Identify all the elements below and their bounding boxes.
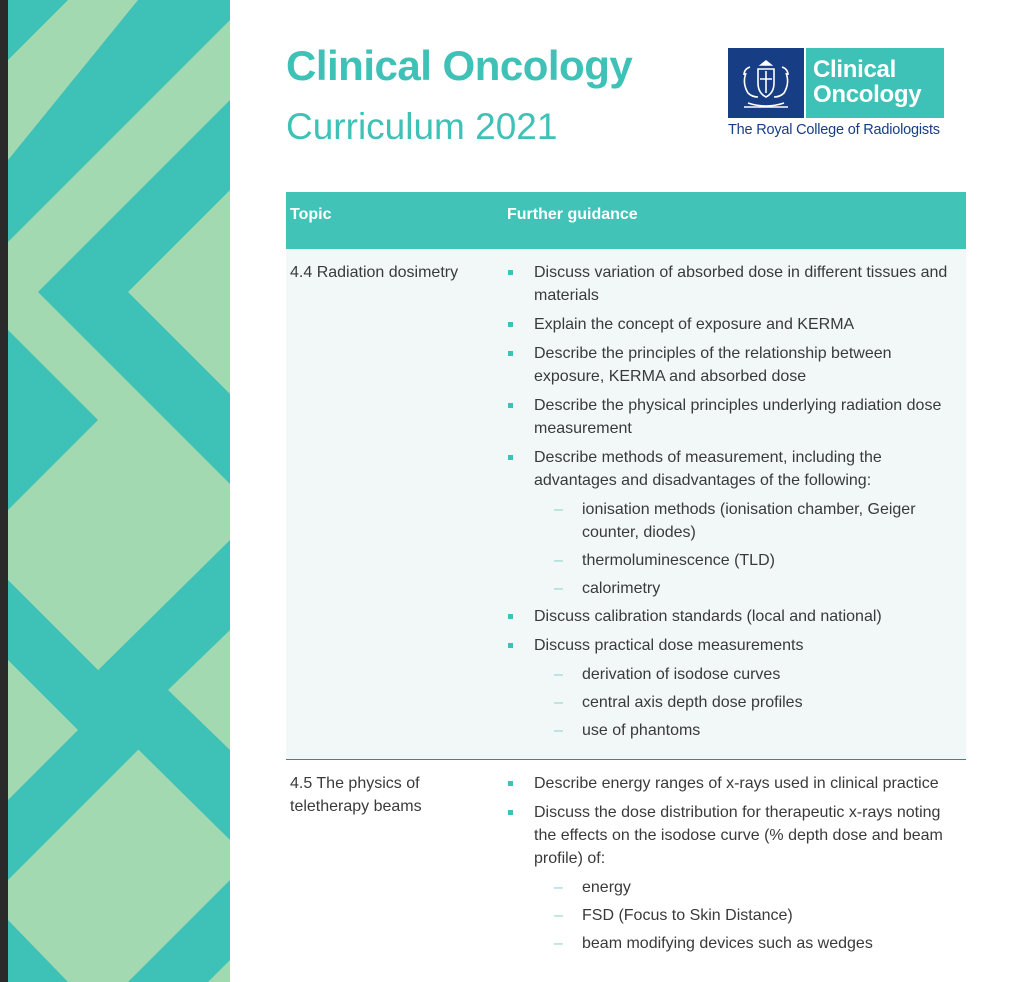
guidance-cell	[506, 249, 966, 759]
sub-list-item: – thermoluminescence (TLD)	[506, 549, 954, 572]
sub-list-item: – calorimetry	[506, 577, 954, 600]
document-title: Clinical Oncology	[286, 42, 633, 89]
table-header	[286, 192, 966, 249]
logo-caption: The Royal College of Radiologists	[728, 122, 940, 138]
list-item: Discuss variation of absorbed dose in different tissues and materials	[506, 261, 954, 307]
list-item: Explain the concept of exposure and KERMA	[506, 313, 954, 336]
sub-list-item: – derivation of isodose curves	[506, 663, 954, 686]
curriculum-table	[286, 192, 966, 972]
sub-list-item: – ionisation methods (ionisation chamber, Geiger counter, diodes)	[506, 498, 954, 544]
logo-line-2: Oncology	[813, 81, 922, 108]
list-item: Discuss the dose distribution for therapeutic x-rays noting the effects on the isodose curve (% depth dose and beam profile) of:	[506, 801, 954, 870]
sub-list-item: – use of phantoms	[506, 719, 954, 742]
rcr-logo	[728, 48, 946, 144]
column-header-guidance: Further guidance	[507, 206, 638, 223]
decorative-chevron-pattern	[8, 0, 230, 982]
logo-wordmark	[806, 48, 944, 118]
list-item: Discuss practical dose measurements	[506, 634, 954, 657]
logo-line-1: Clinical	[813, 56, 896, 83]
topic-cell: 4.5 The physics of teletherapy beams	[290, 775, 422, 815]
column-header-topic: Topic	[290, 206, 332, 223]
table-row	[286, 249, 966, 760]
topic-cell: 4.4 Radiation dosimetry	[290, 264, 459, 281]
list-item: Discuss calibration standards (local and national)	[506, 605, 954, 628]
guidance-cell	[506, 760, 966, 972]
table-row	[286, 760, 966, 972]
document-page	[8, 0, 1024, 982]
list-item: Describe energy ranges of x-rays used in clinical practice	[506, 772, 954, 795]
crest-icon	[728, 48, 804, 118]
list-item: Describe the principles of the relationship between exposure, KERMA and absorbed dose	[506, 342, 954, 388]
list-item: Describe the physical principles underlying radiation dose measurement	[506, 394, 954, 440]
document-subtitle: Curriculum 2021	[286, 106, 558, 147]
sub-list-item: – energy	[506, 876, 954, 899]
list-item: Describe methods of measurement, including the advantages and disadvantages of the following:	[506, 446, 954, 492]
sub-list-item: – FSD (Focus to Skin Distance)	[506, 904, 954, 927]
sub-list-item: – beam modifying devices such as wedges	[506, 932, 954, 955]
sub-list-item: – central axis depth dose profiles	[506, 691, 954, 714]
